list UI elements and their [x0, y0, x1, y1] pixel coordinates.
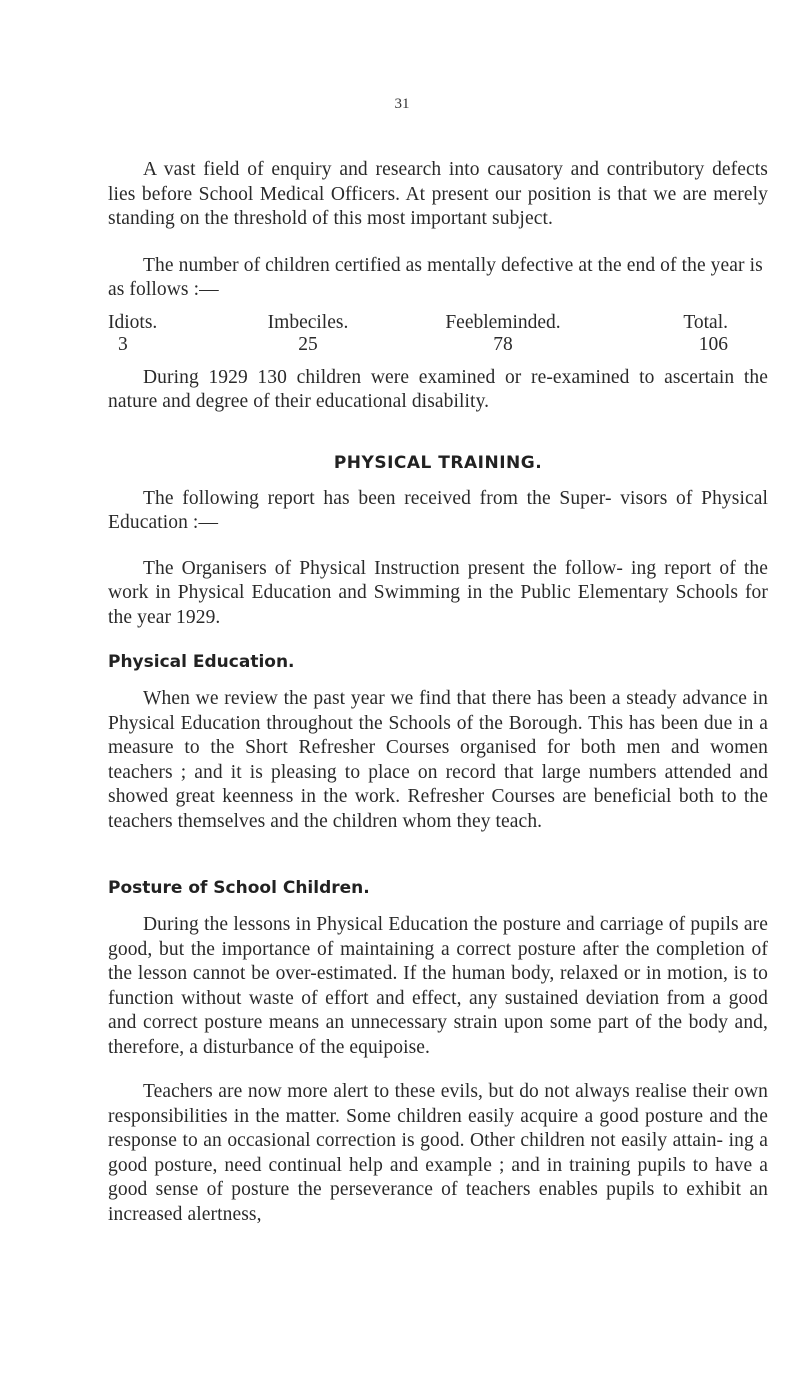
- paragraph-research: A vast field of enquiry and research into causatory and contributory defects lies before School Medical Officers. At present our position is that we are merely standing on the threshold of this most important subject.: [108, 159, 768, 229]
- header-idiots: Idiots.: [108, 311, 158, 333]
- value-total: 106: [698, 333, 728, 355]
- header-imbeciles: Imbeciles.: [267, 311, 349, 333]
- page-number: 31: [394, 96, 410, 112]
- header-total: Total.: [683, 311, 728, 333]
- table-header-row: [108, 312, 728, 334]
- paragraph-teachers: Teachers are now more alert to these evils, but do not always realise their own responsibilities in the matter. Some children easily acquire a good posture and the response to an occasional correction is good. Other children not easily attain- ing a good posture, need continual help and example ; and in training pupils to have a good sense of posture the perseverance of teachers enables pupils to exhibit an increased alertness,: [108, 1081, 768, 1225]
- heading-posture: Posture of School Children.: [108, 878, 370, 898]
- value-imbeciles: 25: [298, 333, 318, 355]
- mental-defectives-table: [108, 312, 728, 356]
- value-idiots: 3: [118, 333, 128, 355]
- paragraph-report-received: The following report has been received from the Super- visors of Physical Education :—: [108, 487, 768, 533]
- heading-physical-education: Physical Education.: [108, 652, 295, 672]
- heading-physical-training: PHYSICAL TRAINING.: [333, 452, 543, 473]
- page-content: [108, 158, 768, 1227]
- paragraph-certified-intro: The number of children certified as mentally defective at the end of the year is as follows :—: [108, 254, 763, 300]
- paragraph-physical-education: When we review the past year we find that there has been a steady advance in Physical Education throughout the Schools of the Borough. This has been due in a measure to the Short Refresher Courses organised for both men and women teachers ; and it is pleasing to place on record that large numbers attended and showed great keenness in the work. Refresher Courses are beneficial both to the teachers themselves and the children whom they teach.: [108, 688, 768, 832]
- paragraph-posture: During the lessons in Physical Education the posture and carriage of pupils are good, but the importance of maintaining a correct posture after the completion of the lesson cannot be over-estimated. If the human body, relaxed or in motion, is to function without waste of effort and effect, any sustained deviation from a good and correct posture means an unnecessary strain upon some part of the body and, therefore, a disturbance of the equipoise.: [108, 914, 768, 1058]
- table-value-row: [108, 334, 728, 356]
- paragraph-organisers: The Organisers of Physical Instruction present the follow- ing report of the work in Physical Education and Swimming in the Public Elementary Schools for the year 1929.: [108, 557, 768, 628]
- value-feebleminded: 78: [493, 333, 513, 355]
- header-feebleminded: Feebleminded.: [445, 311, 561, 333]
- paragraph-examined: During 1929 130 children were examined or re-examined to ascertain the nature and degree of their educational disability.: [108, 366, 768, 412]
